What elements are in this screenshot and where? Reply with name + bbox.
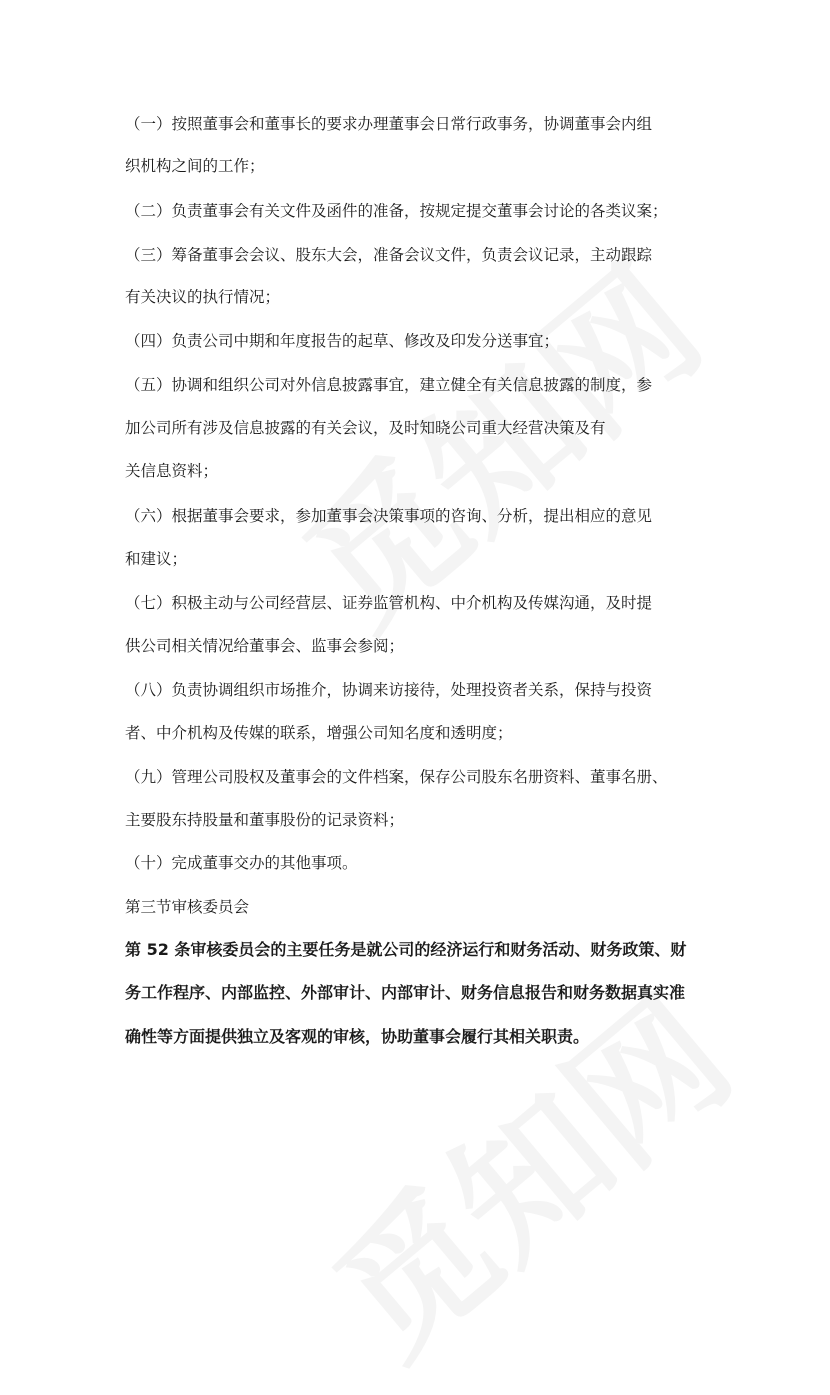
- text-line: 织机构之间的工作；: [125, 157, 265, 175]
- text-line: （七）积极主动与公司经营层、证券监管机构、中介机构及传媒沟通，及时提: [125, 594, 653, 612]
- text-line: （三）筹备董事会会议、股东大会，准备会议文件，负责会议记录，主动跟踪: [125, 246, 653, 264]
- article-text: 务工作程序、内部监控、外部审计、内部审计、财务信息报告和财务数据真实准: [125, 983, 686, 1002]
- text-line: （九）管理公司股权及董事会的文件档案，保存公司股东名册资料、董事名册、: [125, 768, 668, 786]
- text-line: （八）负责协调组织市场推介，协调来访接待，处理投资者关系，保持与投资: [125, 681, 653, 699]
- article-text: 第 52 条审核委员会的主要任务是就公司的经济运行和财务活动、财务政策、财: [125, 940, 687, 959]
- text-line: 有关决议的执行情况；: [125, 288, 281, 306]
- text-line: 者、中介机构及传媒的联系，增强公司知名度和透明度；: [125, 724, 513, 742]
- text-line: （二）负责董事会有关文件及函件的准备，按规定提交董事会讨论的各类议案；: [125, 202, 668, 220]
- text-line: （十）完成董事交办的其他事项。: [125, 854, 358, 872]
- text-line: 和建议；: [125, 550, 188, 568]
- text-line: 关信息资料；: [125, 462, 219, 480]
- text-line: 加公司所有涉及信息披露的有关会议，及时知晓公司重大经营决策及有: [125, 419, 606, 437]
- text-line: （六）根据董事会要求，参加董事会决策事项的咨询、分析，提出相应的意见: [125, 507, 653, 525]
- section-heading: 第三节审核委员会: [125, 898, 250, 916]
- text-line: 主要股东持股量和董事股份的记录资料；: [125, 811, 405, 829]
- article-text: 确性等方面提供独立及客观的审核，协助董事会履行其相关职责。: [125, 1027, 590, 1046]
- text-line: （一）按照董事会和董事长的要求办理董事会日常行政事务，协调董事会内组: [125, 115, 653, 133]
- watermark: [283, 941, 767, 1395]
- text-line: （五）协调和组织公司对外信息披露事宜，建立健全有关信息披露的制度，参: [125, 376, 653, 394]
- text-line: 供公司相关情况给董事会、监事会参阅；: [125, 637, 405, 655]
- text-line: （四）负责公司中期和年度报告的起草、修改及印发分送事宜；: [125, 332, 560, 350]
